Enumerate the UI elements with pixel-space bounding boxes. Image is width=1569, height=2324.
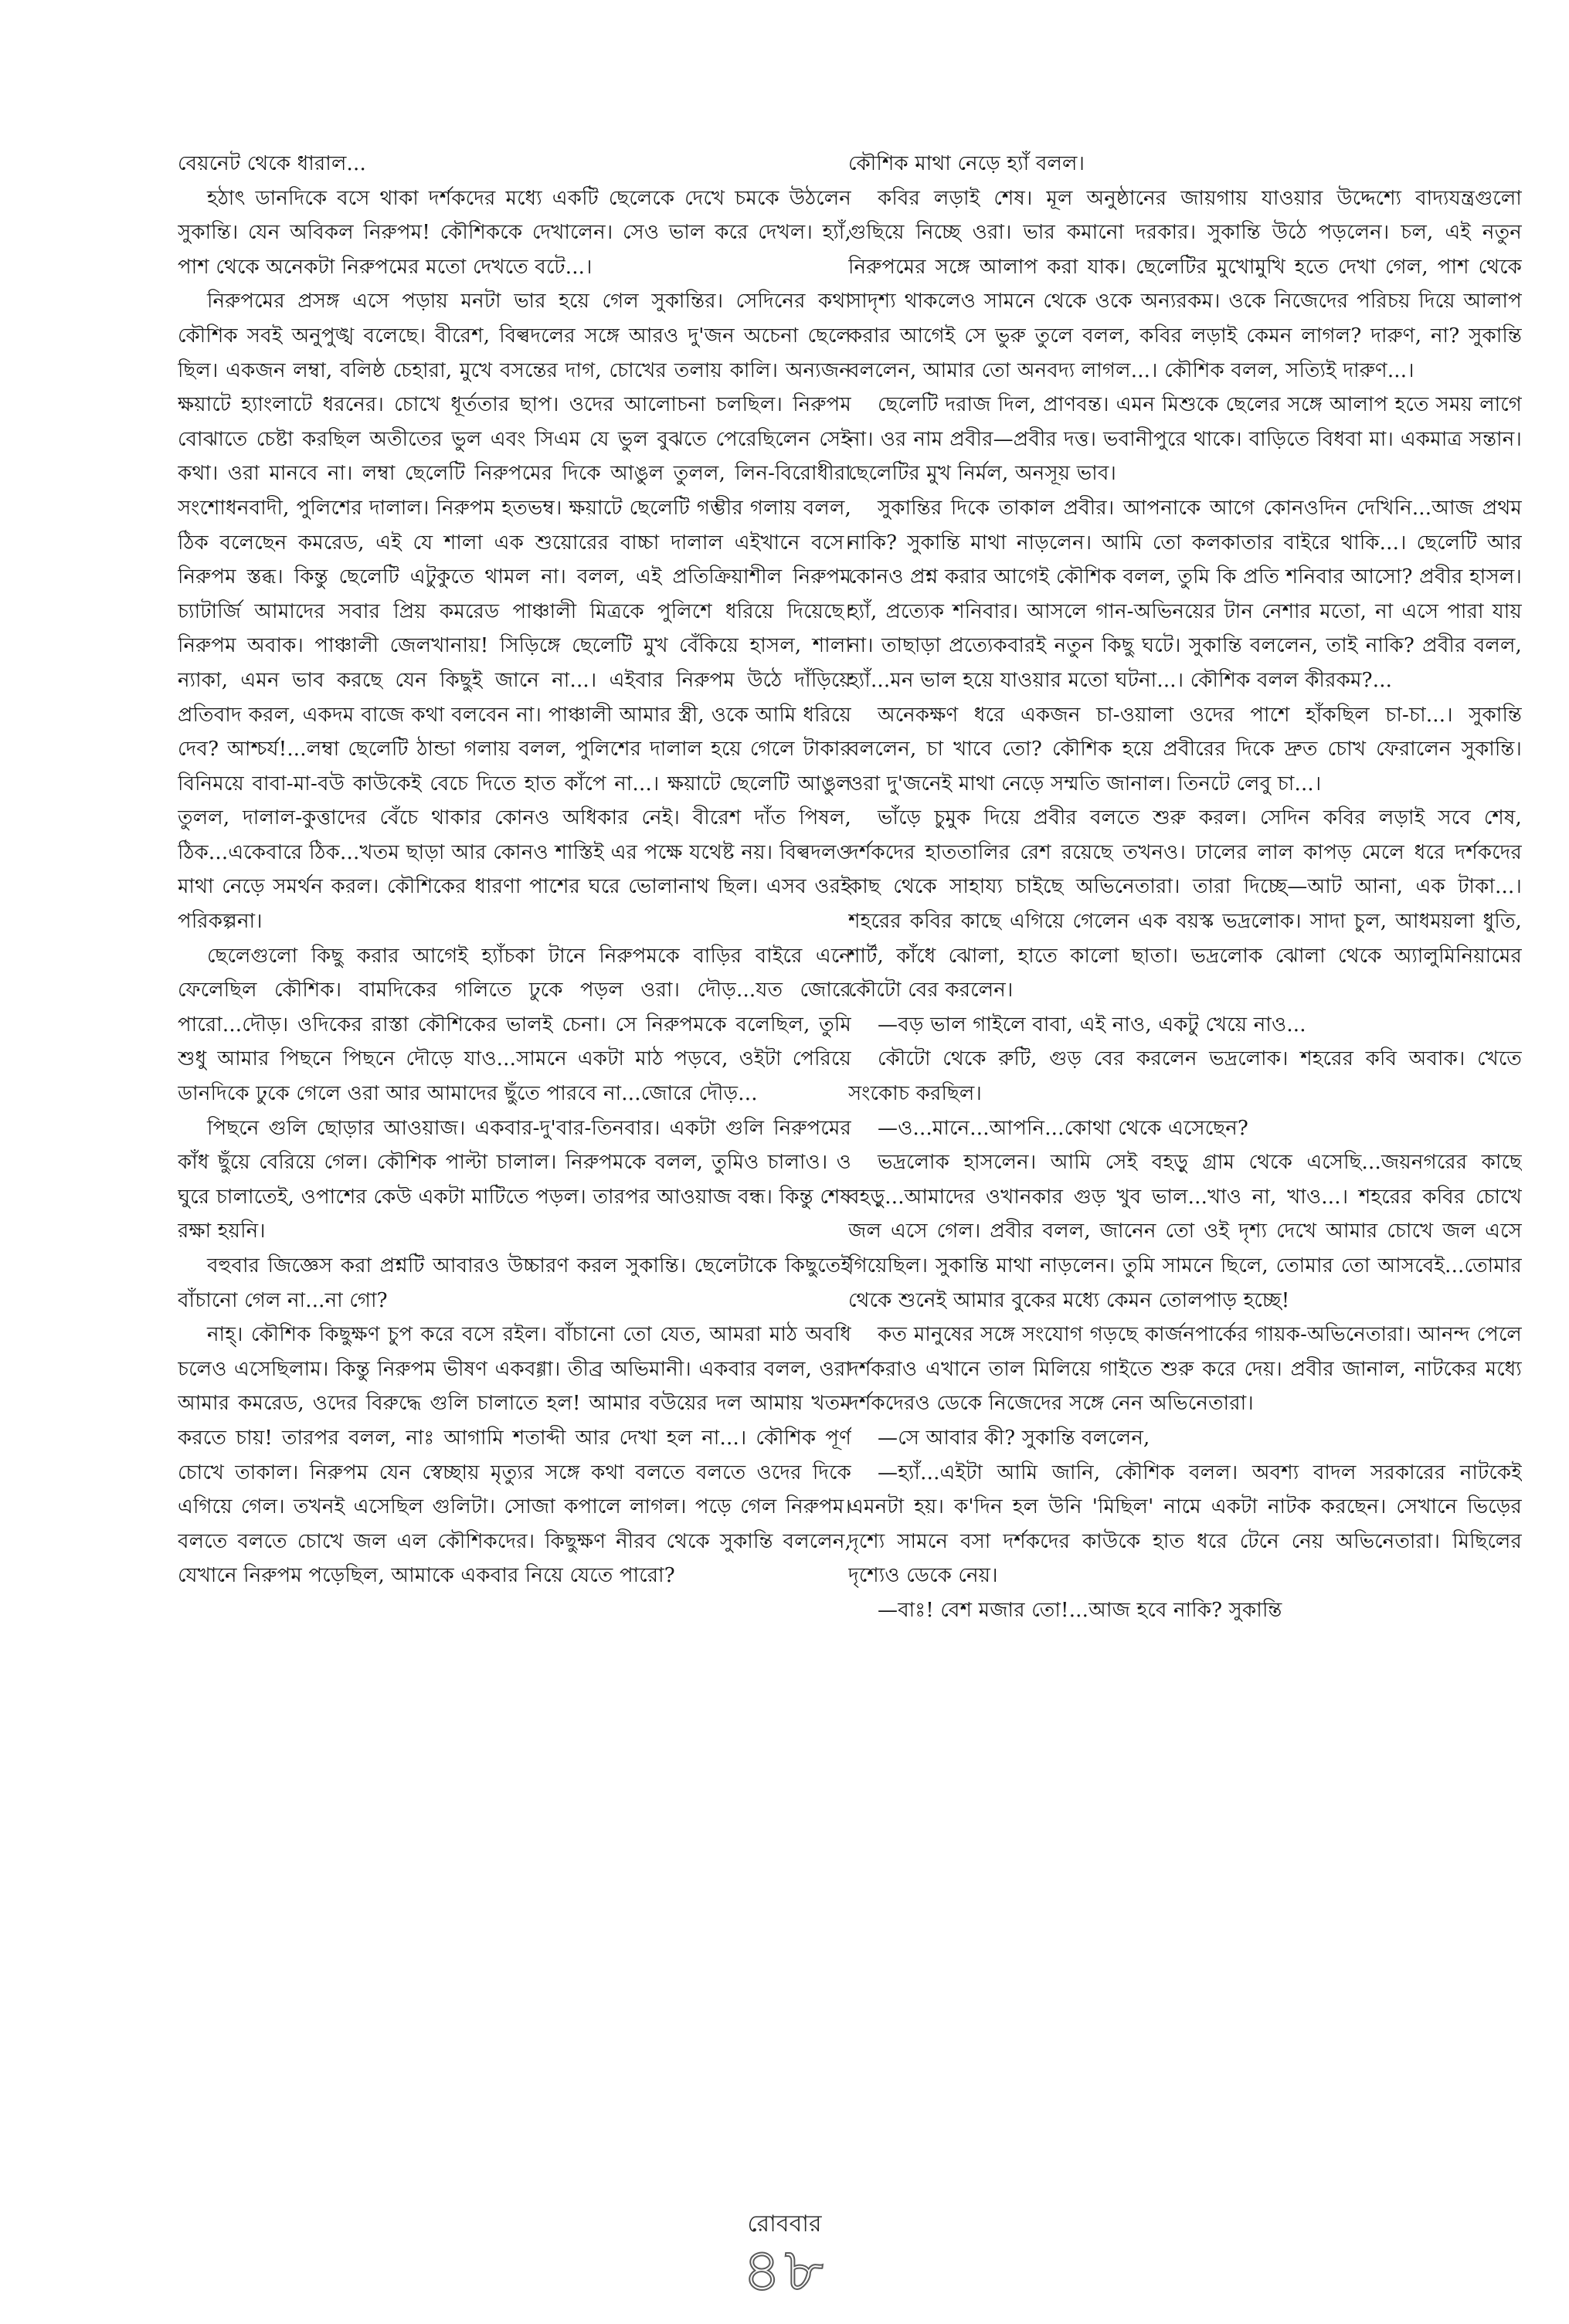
paragraph: —বাঃ! বেশ মজার তো!...আজ হবে নাকি? সুকান্তি <box>878 1598 1282 1622</box>
paragraph: —ও...মানে...আপনি...কোথা থেকে এসেছেন? <box>878 1116 1249 1140</box>
paragraph: ভদ্রলোক হাসলেন। আমি সেই বহড়ু গ্রাম থেকে এসেছি...জয়নগরের কাছে বহড়ু...আমাদের ওখানকার গুড় খুব ভাল...খাও না, খাও...। শহরের কবির চোখে জল এসে গেল। প্রবীর বলল, জানেন তো ওই দৃশ্য দেখে আমার চোখে জল এসে গিয়েছিল। সুকান্তি মাথা নাড়লেন। তুমি সামনে ছিলে, তোমার তো আসবেই...তোমার থেকে শুনেই আমার বুকের মধ্যে কেমন তোলপাড় হচ্ছে! <box>848 1151 1522 1312</box>
paragraph: ভাঁড়ে চুমুক দিয়ে প্রবীর বলতে শুরু করল। সেদিন কবির লড়াই সবে শেষ, দর্শকদের হাততালির রেশ রয়েছে তখনও। ঢালের লাল কাপড় মেলে ধরে দর্শকদের কাছ থেকে সাহায্য চাইছে অভিনেতারা। তারা দিচ্ছে—আট আনা, এক টাকা...। শহরের কবির কাছে এগিয়ে গেলেন এক বয়স্ক ভদ্রলোক। সাদা চুল, আধময়লা ধুতি, শার্ট, কাঁধে ঝোলা, হাতে কালো ছাতা। ভদ্রলোক ঝোলা থেকে অ্যালুমিনিয়ামের কৌটো বের করলেন। <box>848 806 1522 1003</box>
paragraph: ছেলেগুলো কিছু করার আগেই হ্যাঁচকা টানে নিরুপমকে বাড়ির বাইরে এনে ফেলেছিল কৌশিক। বামদিকের গলিতে ঢুকে পড়ল ওরা। দৌড়...যত জোরে পারো...দৌড়। ওদিকের রাস্তা কৌশিকের ভালই চেনা। সে নিরুপমকে বলেছিল, তুমি শুধু আমার পিছনে পিছনে দৌড়ে যাও...সামনে একটা মাঠ পড়বে, ওইটা পেরিয়ে ডানদিকে ঢুকে গেলে ওরা আর আমাদের ছুঁতে পারবে না...জোরে দৌড়... <box>178 944 851 1106</box>
left-text-column <box>178 147 851 2124</box>
magazine-name: রোববার <box>747 2210 822 2237</box>
paragraph: কৌশিক মাথা নেড়ে হ্যাঁ বলল। <box>848 152 1085 175</box>
paragraph: পিছনে গুলি ছোড়ার আওয়াজ। একবার-দু'বার-তিনবার। একটা গুলি নিরুপমের কাঁধ ছুঁয়ে বেরিয়ে গেল। কৌশিক পাল্টা চালাল। নিরুপমকে বলল, তুমিও চালাও। ও ঘুরে চালাতেই, ওপাশের কেউ একটা মাটিতে পড়ল। তারপর আওয়াজ বন্ধ। কিন্তু শেষ রক্ষা হয়নি। <box>178 1116 851 1243</box>
paragraph: অনেকক্ষণ ধরে একজন চা-ওয়ালা ওদের পাশে হাঁকছিল চা-চা...। সুকান্তি বললেন, চা খাবে তো? কৌশিক হয়ে প্রবীরের দিকে দ্রুত চোখ ফেরালেন সুকান্তি। ওরা দু'জনেই মাথা নেড়ে সম্মতি জানাল। তিনটে লেবু চা...। <box>848 703 1522 796</box>
paragraph: সুকান্তির দিকে তাকাল প্রবীর। আপনাকে আগে কোনওদিন দেখিনি...আজ প্রথম নাকি? সুকান্তি মাথা নাড়লেন। আমি তো কলকাতার বাইরে থাকি...। ছেলেটি আর কোনও প্রশ্ন করার আগেই কৌশিক বলল, তুমি কি প্রতি শনিবার আসো? প্রবীর হাসল। হ্যাঁ, প্রত্যেক শনিবার। আসলে গান-অভিনয়ের টান নেশার মতো, না এসে পারা যায় না। তাছাড়া প্রত্যেকবারই নতুন কিছু ঘটে। সুকান্তি বললেন, তাই নাকি? প্রবীর বলল, হ্যাঁ...মন ভাল হয়ে যাওয়ার মতো ঘটনা...। কৌশিক বলল কীরকম?... <box>848 496 1522 692</box>
paragraph: নিরুপমের প্রসঙ্গ এসে পড়ায় মনটা ভার হয়ে গেল সুকান্তির। সেদিনের কথা কৌশিক সবই অনুপুঙ্খ বলেছে। বীরেশ, বিল্বদলের সঙ্গে আরও দু'জন অচেনা ছেলে ছিল। একজন লম্বা, বলিষ্ঠ চেহারা, মুখে বসন্তের দাগ, চোখের তলায় কালি। অন্যজন ক্ষয়াটে হ্যাংলাটে ধরনের। চোখে ধূর্ততার ছাপ। ওদের আলোচনা চলছিল। নিরুপম বোঝাতে চেষ্টা করছিল অতীতের ভুল এবং সিএম যে ভুল বুঝতে পেরেছিলেন সেই কথা। ওরা মানবে না। লম্বা ছেলেটি নিরুপমের দিকে আঙুল তুলল, লিন-বিরোধীরা সংশোধনবাদী, পুলিশের দালাল। নিরুপম হতভম্ব। ক্ষয়াটে ছেলেটি গম্ভীর গলায় বলল, ঠিক বলেছেন কমরেড, এই যে শালা এক শুয়োরের বাচ্চা দালাল এইখানে বসে। নিরুপম স্তব্ধ। কিন্তু ছেলেটি এটুকুতে থামল না। বলল, এই প্রতিক্রিয়াশীল নিরুপম চ্যাটার্জি আমাদের সবার প্রিয় কমরেড পাঞ্চালী মিত্রকে পুলিশে ধরিয়ে দিয়েছে। নিরুপম অবাক। পাঞ্চালী জেলখানায়! সিড়িঙ্গে ছেলেটি মুখ বেঁকিয়ে হাসল, শালা ন্যাকা, এমন ভাব করছে যেন কিছুই জানে না...। এইবার নিরুপম উঠে দাঁড়িয়ে প্রতিবাদ করল, একদম বাজে কথা বলবেন না। পাঞ্চালী আমার স্ত্রী, ওকে আমি ধরিয়ে দেব? আশ্চর্য!...লম্বা ছেলেটি ঠান্ডা গলায় বলল, পুলিশের দালাল হয়ে গেলে টাকার বিনিময়ে বাবা-মা-বউ কাউকেই বেচে দিতে হাত কাঁপে না...। ক্ষয়াটে ছেলেটি আঙুল তুলল, দালাল-কুত্তাদের বেঁচে থাকার কোনও অধিকার নেই। বীরেশ দাঁত পিষল, ঠিক...একেবারে ঠিক...খতম ছাড়া আর কোনও শাস্তিই এর পক্ষে যথেষ্ট নয়। বিল্বদলও মাথা নেড়ে সমর্থন করল। কৌশিকের ধারণা পাশের ঘরে ভোলানাথ ছিল। এসব ওরই পরিকল্পনা। <box>178 290 851 934</box>
page-footer <box>0 2210 1569 2303</box>
paragraph: কত মানুষের সঙ্গে সংযোগ গড়ছে কার্জনপার্কের গায়ক-অভিনেতারা। আনন্দ পেলে দর্শকরাও এখানে তাল মিলিয়ে গাইতে শুরু করে দেয়। প্রবীর জানাল, নাটকের মধ্যে দর্শকদেরও ডেকে নিজেদের সঙ্গে নেন অভিনেতারা। <box>848 1323 1522 1416</box>
paragraph: বহুবার জিজ্ঞেস করা প্রশ্নটি আবারও উচ্চারণ করল সুকান্তি। ছেলেটাকে কিছুতেই বাঁচানো গেল না...না গো? <box>178 1254 851 1312</box>
paragraph: কৌটো থেকে রুটি, গুড় বের করলেন ভদ্রলোক। শহরের কবি অবাক। খেতে সংকোচ করছিল। <box>848 1047 1522 1106</box>
paragraph: —সে আবার কী? সুকান্তি বললেন, <box>878 1426 1150 1450</box>
paragraph: —হ্যাঁ...এইটা আমি জানি, কৌশিক বলল। অবশ্য বাদল সরকারের নাটকেই এমনটা হয়। ক'দিন হল উনি 'মিছিল' নামে একটা নাটক করছেন। সেখানে ভিড়ের দৃশ্যে সামনে বসা দর্শকদের কাউকে হাত ধরে টেনে নেয় অভিনেতারা। মিছিলের দৃশ্যেও ডেকে নেয়। <box>848 1461 1522 1588</box>
paragraph: হঠাৎ ডানদিকে বসে থাকা দর্শকদের মধ্যে একটি ছেলেকে দেখে চমকে উঠলেন সুকান্তি। যেন অবিকল নিরুপম! কৌশিককে দেখালেন। সেও ভাল করে দেখল। হ্যাঁ, পাশ থেকে অনেকটা নিরুপমের মতো দেখতে বটে...। <box>178 186 851 279</box>
page-number: ৪৮ <box>742 2236 827 2305</box>
paragraph: কবির লড়াই শেষ। মূল অনুষ্ঠানের জায়গায় যাওয়ার উদ্দেশ্যে বাদ্যযন্ত্রগুলো গুছিয়ে নিচ্ছে ওরা। ভার কমানো দরকার। সুকান্তি উঠে পড়লেন। চল, এই নতুন নিরুপমের সঙ্গে আলাপ করা যাক। ছেলেটির মুখোমুখি হতে দেখা গেল, পাশ থেকে সাদৃশ্য থাকলেও সামনে থেকে ওকে অন্যরকম। ওকে নিজেদের পরিচয় দিয়ে আলাপ করার আগেই সে ভুরু তুলে বলল, কবির লড়াই কেমন লাগল? দারুণ, না? সুকান্তি বললেন, আমার তো অনবদ্য লাগল...। কৌশিক বলল, সত্যিই দারুণ...। <box>848 186 1522 382</box>
right-text-column <box>848 147 1522 2124</box>
paragraph: —বড় ভাল গাইলে বাবা, এই নাও, একটু খেয়ে নাও... <box>878 1013 1306 1036</box>
paragraph: বেয়নেট থেকে ধারাল... <box>178 152 366 175</box>
paragraph: নাহ্। কৌশিক কিছুক্ষণ চুপ করে বসে রইল। বাঁচানো তো যেত, আমরা মাঠ অবধি চলেও এসেছিলাম। কিন্তু নিরুপম ভীষণ একবগ্গা। তীব্র অভিমানী। একবার বলল, ওরা আমার কমরেড, ওদের বিরুদ্ধে গুলি চালাতে হল! আমার বউয়ের দল আমায় খতম করতে চায়! তারপর বলল, নাঃ আগামি শতাব্দী আর দেখা হল না...। কৌশিক পূর্ণ চোখে তাকাল। নিরুপম যেন স্বেচ্ছায় মৃত্যুর সঙ্গে কথা বলতে বলতে ওদের দিকে এগিয়ে গেল। তখনই এসেছিল গুলিটা। সোজা কপালে লাগল। পড়ে গেল নিরুপম। বলতে বলতে চোখে জল এল কৌশিকদের। কিছুক্ষণ নীরব থেকে সুকান্তি বললেন, যেখানে নিরুপম পড়েছিল, আমাকে একবার নিয়ে যেতে পারো? <box>178 1323 851 1588</box>
paragraph: ছেলেটি দরাজ দিল, প্রাণবন্ত। এমন মিশুকে ছেলের সঙ্গে আলাপ হতে সময় লাগে না। ওর নাম প্রবীর—প্রবীর দত্ত। ভবানীপুরে থাকে। বাড়িতে বিধবা মা। একমাত্র সন্তান। ছেলেটির মুখ নির্মল, অনসূয় ভাব। <box>848 393 1522 486</box>
